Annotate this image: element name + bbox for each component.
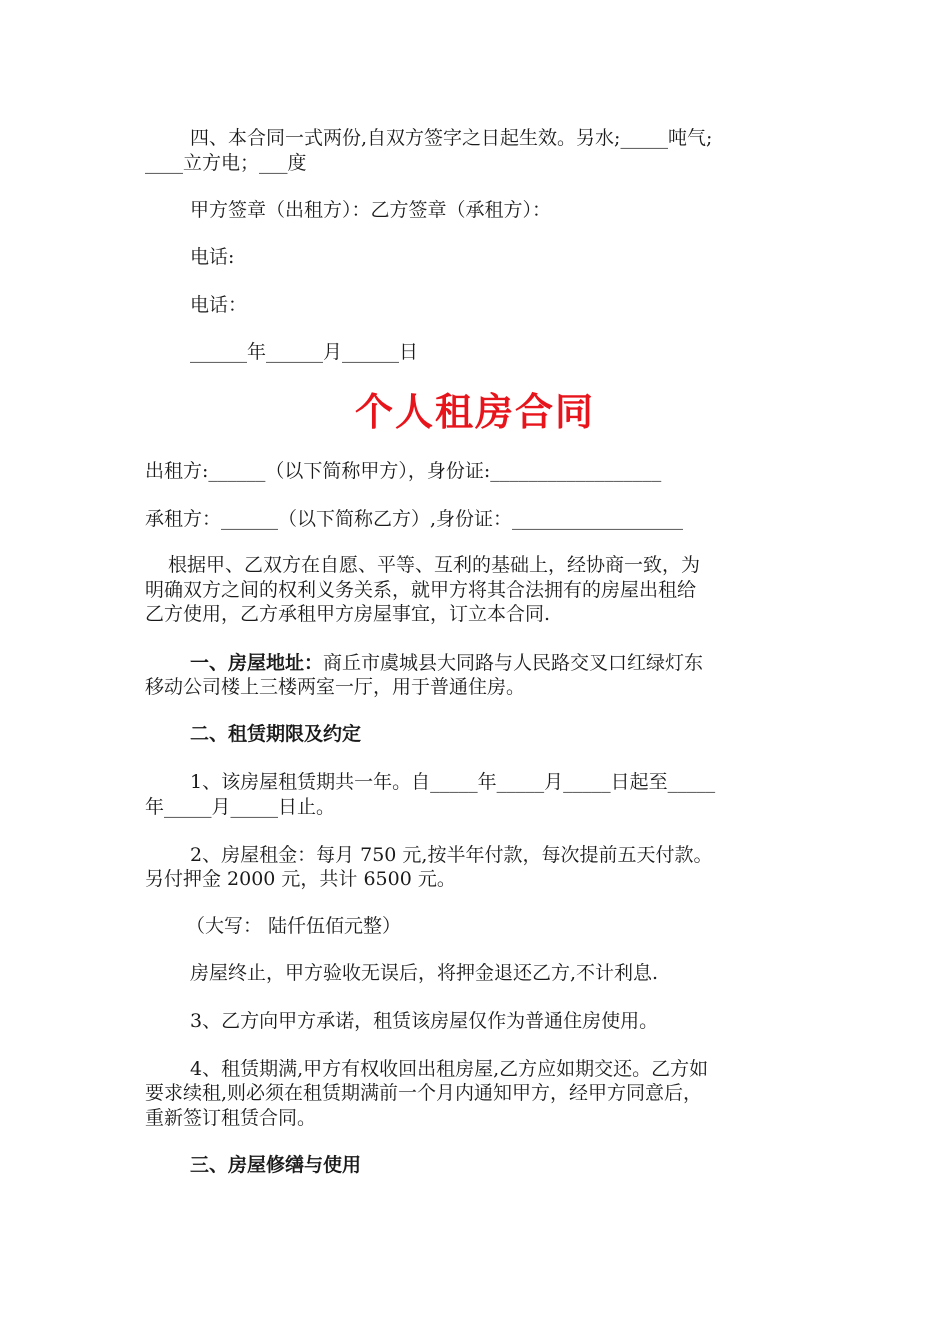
section2-heading: 二、租赁期限及约定 bbox=[190, 723, 362, 745]
section1-line2: 移动公司楼上三楼两室一厅，用于普通住房。 bbox=[145, 676, 526, 698]
preamble-line2: 明确双方之间的权利义务关系，就甲方将其合法拥有的房屋出租给 bbox=[145, 579, 697, 601]
phone-line-2: 电话： bbox=[190, 294, 248, 316]
phone-line-1: 电话: bbox=[190, 246, 235, 268]
clause4-line1: 四、本合同一式两份,自双方签字之日起生效。另水;_____吨气; bbox=[190, 127, 713, 149]
preamble-line1: 根据甲、乙双方在自愿、平等、互利的基础上，经协商一致，为 bbox=[168, 554, 701, 576]
section1-label: 一、房屋地址： bbox=[190, 652, 324, 674]
section2-item2-line1: 2、房屋租金：每月 750 元,按半年付款，每次提前五天付款。 bbox=[190, 844, 713, 866]
section2-item3: 3、乙方向甲方承诺，租赁该房屋仅作为普通住房使用。 bbox=[190, 1010, 659, 1032]
section2-item2-line2: 另付押金 2000 元，共计 6500 元。 bbox=[145, 868, 456, 890]
section2-item4-line1: 4、租赁期满,甲方有权收回出租房屋,乙方应如期交还。乙方如 bbox=[190, 1058, 709, 1080]
section2-item4-line3: 重新签订租赁合同。 bbox=[145, 1107, 317, 1129]
clause4-line2: ____立方电；___度 bbox=[145, 152, 307, 174]
section1-address: 商丘市虞城县大同路与人民路交叉口红绿灯东 bbox=[323, 652, 704, 674]
document-title: 个人租房合同 bbox=[354, 389, 595, 434]
section2-item1-line2: 年_____月_____日止。 bbox=[145, 796, 336, 818]
date-line: ______年______月______日 bbox=[190, 341, 419, 363]
lessor-line: 出租方:______（以下简称甲方），身份证:__________________ bbox=[145, 460, 662, 482]
section2-capital: （大写： 陆仟伍佰元整） bbox=[186, 915, 402, 937]
section2-item1-line1: 1、该房屋租赁期共一年。自_____年_____月_____日起至_____ bbox=[190, 771, 716, 793]
signature-line: 甲方签章（出租方）：乙方签章（承租方）： bbox=[190, 199, 552, 221]
section3-heading: 三、房屋修缮与使用 bbox=[190, 1154, 362, 1176]
preamble-line3: 乙方使用，乙方承租甲方房屋事宜，订立本合同. bbox=[145, 603, 551, 625]
section2-item4-line2: 要求续租,则必须在租赁期满前一个月内通知甲方，经甲方同意后， bbox=[145, 1082, 703, 1104]
lessee-line: 承租方：______（以下简称乙方）,身份证：__________________ bbox=[145, 508, 684, 530]
section1-line1 bbox=[190, 651, 703, 675]
section2-deposit-return: 房屋终止，甲方验收无误后，将押金退还乙方,不计利息. bbox=[190, 962, 659, 984]
